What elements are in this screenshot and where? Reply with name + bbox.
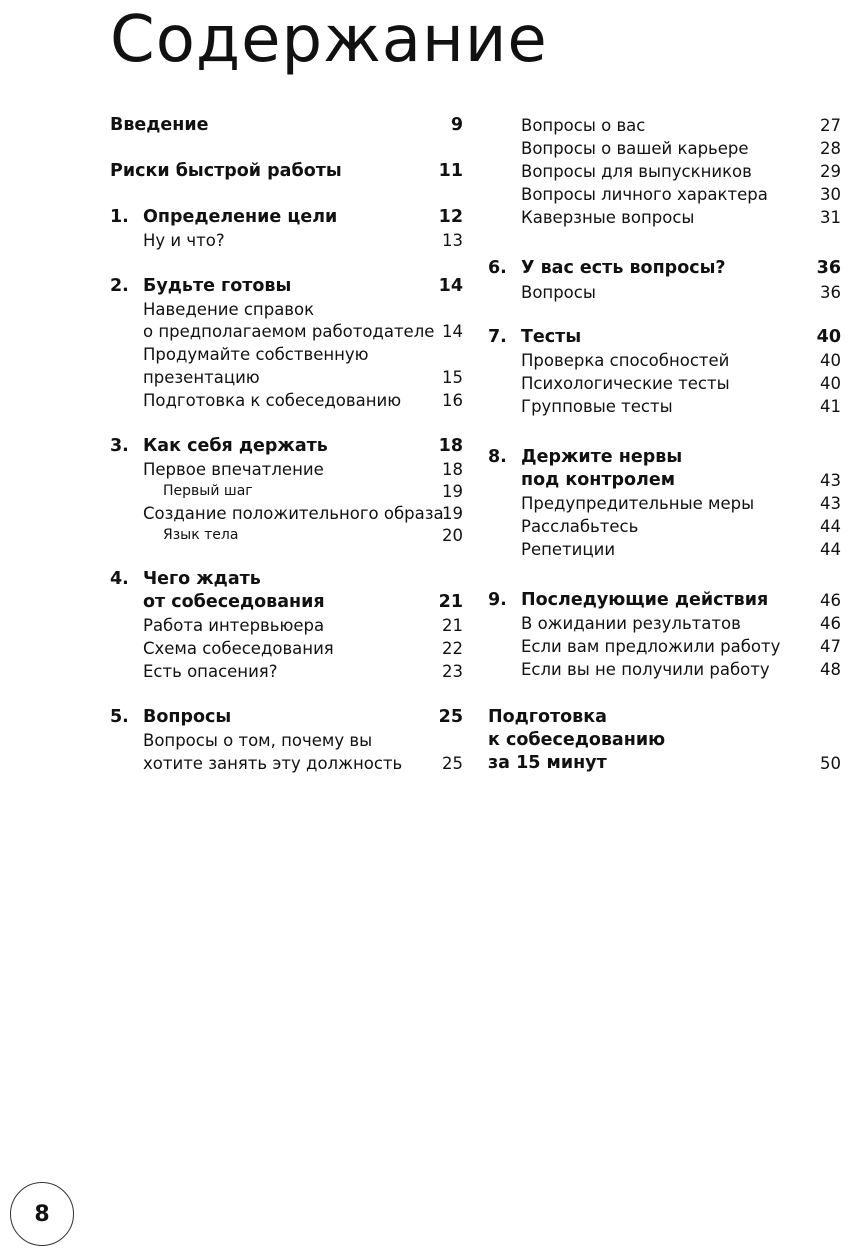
toc-subentry[interactable] <box>110 729 463 752</box>
toc-page-number: 36 <box>816 258 841 278</box>
toc-entry-intro[interactable] <box>110 114 463 137</box>
toc-page-number: 14 <box>438 276 463 296</box>
toc-subentry[interactable] <box>488 635 841 658</box>
toc-page-number: 44 <box>820 540 841 559</box>
toc-entry-label: о предполагаемом работодателе <box>143 322 435 341</box>
toc-page-number: 14 <box>442 322 463 341</box>
toc-entry-label: Репетиции <box>521 540 616 559</box>
toc-subentry[interactable] <box>488 612 841 635</box>
toc-subentry[interactable] <box>488 137 841 160</box>
toc-subentry[interactable] <box>488 183 841 206</box>
toc-subentry[interactable] <box>488 515 841 538</box>
chapter-number: 6. <box>488 258 507 278</box>
toc-page-number: 25 <box>442 754 463 773</box>
toc-entry-label: Каверзные вопросы <box>521 208 695 227</box>
toc-page-number: 21 <box>442 616 463 635</box>
chapter-number: 4. <box>110 569 129 589</box>
toc-entry-label: Наведение справок <box>143 300 315 319</box>
toc-chapter-6[interactable] <box>488 257 841 280</box>
toc-subentry[interactable] <box>488 372 841 395</box>
toc-subentry[interactable] <box>110 660 463 683</box>
toc-page-number: 12 <box>438 207 463 227</box>
toc-entry-label: Чего ждать <box>143 569 261 589</box>
toc-subentry[interactable] <box>110 637 463 660</box>
toc-entry-label: Подготовка <box>488 707 607 727</box>
toc-subentry[interactable] <box>110 298 463 321</box>
toc-entry-label: Есть опасения? <box>143 662 278 681</box>
toc-subentry[interactable] <box>110 320 463 343</box>
toc-entry-label: Вопросы <box>521 283 596 302</box>
toc-entry-label: Работа интервьюера <box>143 616 325 635</box>
toc-page-number: 47 <box>820 637 841 656</box>
chapter-number: 2. <box>110 276 129 296</box>
toc-entry-label: Как себя держать <box>143 436 328 456</box>
toc-entry-label: презентацию <box>143 368 260 387</box>
toc-subentry[interactable] <box>110 458 463 481</box>
toc-entry-label: Групповые тесты <box>521 397 673 416</box>
toc-page-number: 20 <box>442 526 463 545</box>
toc-entry-label: под контролем <box>521 470 676 490</box>
toc-subentry[interactable] <box>488 395 841 418</box>
toc-page-number: 40 <box>820 351 841 370</box>
toc-page-number: 43 <box>820 471 841 490</box>
toc-entry-risks[interactable] <box>110 160 463 183</box>
toc-entry-label: Первый шаг <box>163 483 253 499</box>
chapter-number: 9. <box>488 590 507 610</box>
toc-entry-prep-15[interactable] <box>488 752 841 775</box>
toc-entry-label: Вопросы <box>143 707 232 727</box>
toc-page-number: 18 <box>438 436 463 456</box>
toc-entry-label: Если вы не получили работу <box>521 660 770 679</box>
toc-page-number: 28 <box>820 139 841 158</box>
toc-chapter-8[interactable] <box>488 446 841 469</box>
toc-entry-label: от собеседования <box>143 592 325 612</box>
toc-page-number: 25 <box>438 707 463 727</box>
page-title: Содержание <box>110 3 548 77</box>
toc-entry-label: Держите нервы <box>521 447 683 467</box>
toc-subentry[interactable] <box>488 538 841 561</box>
toc-entry-label: Продумайте собственную <box>143 345 369 364</box>
toc-page-number: 50 <box>820 754 841 773</box>
toc-chapter-2[interactable] <box>110 275 463 298</box>
toc-entry-label: Определение цели <box>143 207 338 227</box>
toc-chapter-4[interactable] <box>110 568 463 591</box>
toc-entry-label: Проверка способностей <box>521 351 730 370</box>
toc-page-number: 19 <box>442 504 463 523</box>
toc-entry-label: Вопросы о том, почему вы <box>143 731 373 750</box>
chapter-number: 7. <box>488 327 507 347</box>
toc-entry-label: Вопросы личного характера <box>521 185 768 204</box>
toc-entry-label: Риски быстрой работы <box>110 161 342 181</box>
toc-subentry[interactable] <box>488 114 841 137</box>
toc-page-number: 41 <box>820 397 841 416</box>
toc-page-number: 22 <box>442 639 463 658</box>
toc-chapter-3[interactable] <box>110 435 463 458</box>
toc-subentry[interactable] <box>488 349 841 372</box>
toc-chapter-8-cont[interactable] <box>488 469 841 492</box>
toc-entry-prep-15[interactable] <box>488 706 841 729</box>
toc-page-number: 9 <box>450 115 463 135</box>
toc-page-number: 18 <box>442 460 463 479</box>
toc-entry-label: Будьте готовы <box>143 276 292 296</box>
toc-subentry[interactable] <box>110 366 463 389</box>
toc-page-number: 23 <box>442 662 463 681</box>
toc-entry-prep-15[interactable] <box>488 729 841 752</box>
toc-entry-label: Вопросы для выпускников <box>521 162 752 181</box>
page-number-badge <box>10 1182 74 1246</box>
toc-subentry[interactable] <box>488 160 841 183</box>
toc-subentry[interactable] <box>488 658 841 681</box>
toc-page-number: 46 <box>820 614 841 633</box>
toc-page-number: 48 <box>820 660 841 679</box>
toc-subentry[interactable] <box>488 281 841 304</box>
toc-entry-label: Схема собеседования <box>143 639 334 658</box>
toc-subsubentry[interactable] <box>110 524 463 547</box>
toc-entry-label: Психологические тесты <box>521 374 730 393</box>
toc-page-number: 31 <box>820 208 841 227</box>
toc-subentry[interactable] <box>488 492 841 515</box>
toc-entry-label: Введение <box>110 115 209 135</box>
toc-page-number: 11 <box>438 161 463 181</box>
toc-page-number: 21 <box>438 592 463 612</box>
toc-entry-label: за 15 минут <box>488 753 607 773</box>
toc-subentry[interactable] <box>110 343 463 366</box>
chapter-number: 5. <box>110 707 129 727</box>
toc-entry-label: Первое впечатление <box>143 460 324 479</box>
toc-page-number: 15 <box>442 368 463 387</box>
toc-subentry[interactable] <box>110 614 463 637</box>
toc-page-number: 27 <box>820 116 841 135</box>
page-number: 8 <box>34 1201 50 1227</box>
toc-entry-label: Расслабьтесь <box>521 517 639 536</box>
toc-subsubentry[interactable] <box>110 480 463 503</box>
toc-entry-label: В ожидании результатов <box>521 614 741 633</box>
toc-entry-label: Тесты <box>521 327 582 347</box>
toc-subentry[interactable] <box>110 502 463 525</box>
toc-chapter-7[interactable] <box>488 326 841 349</box>
toc-page-number: 46 <box>820 591 841 610</box>
toc-entry-label: хотите занять эту должность <box>143 754 403 773</box>
toc-chapter-1[interactable] <box>110 206 463 229</box>
toc-page-number: 43 <box>820 494 841 513</box>
toc-entry-label: Последующие действия <box>521 590 769 610</box>
toc-entry-label: Если вам предложили работу <box>521 637 781 656</box>
toc-page-number: 40 <box>816 327 841 347</box>
toc-entry-label: к собеседованию <box>488 730 666 750</box>
toc-subentry[interactable] <box>488 206 841 229</box>
toc-page-number: 44 <box>820 517 841 536</box>
toc-chapter-5[interactable] <box>110 706 463 729</box>
toc-entry-label: Вопросы о вашей карьере <box>521 139 749 158</box>
toc-page-number: 13 <box>442 231 463 250</box>
toc-subentry[interactable] <box>110 389 463 412</box>
toc-subentry[interactable] <box>110 752 463 775</box>
chapter-number: 3. <box>110 436 129 456</box>
toc-page-number: 19 <box>442 482 463 501</box>
toc-chapter-9[interactable] <box>488 589 841 612</box>
toc-page-number: 16 <box>442 391 463 410</box>
chapter-number: 8. <box>488 447 507 467</box>
toc-entry-label: Язык тела <box>163 527 239 543</box>
chapter-number: 1. <box>110 207 129 227</box>
toc-entry-label: Подготовка к собеседованию <box>143 391 402 410</box>
toc-entry-label: У вас есть вопросы? <box>521 258 726 278</box>
toc-chapter-4-cont[interactable] <box>110 591 463 614</box>
toc-page-number: 36 <box>820 283 841 302</box>
toc-subentry[interactable] <box>110 229 463 252</box>
toc-entry-label: Вопросы о вас <box>521 116 646 135</box>
toc-page-number: 29 <box>820 162 841 181</box>
toc-page-number: 40 <box>820 374 841 393</box>
toc-entry-label: Ну и что? <box>143 231 225 250</box>
toc-page-number: 30 <box>820 185 841 204</box>
toc-entry-label: Создание положительного образа <box>143 504 444 523</box>
toc-entry-label: Предупредительные меры <box>521 494 755 513</box>
